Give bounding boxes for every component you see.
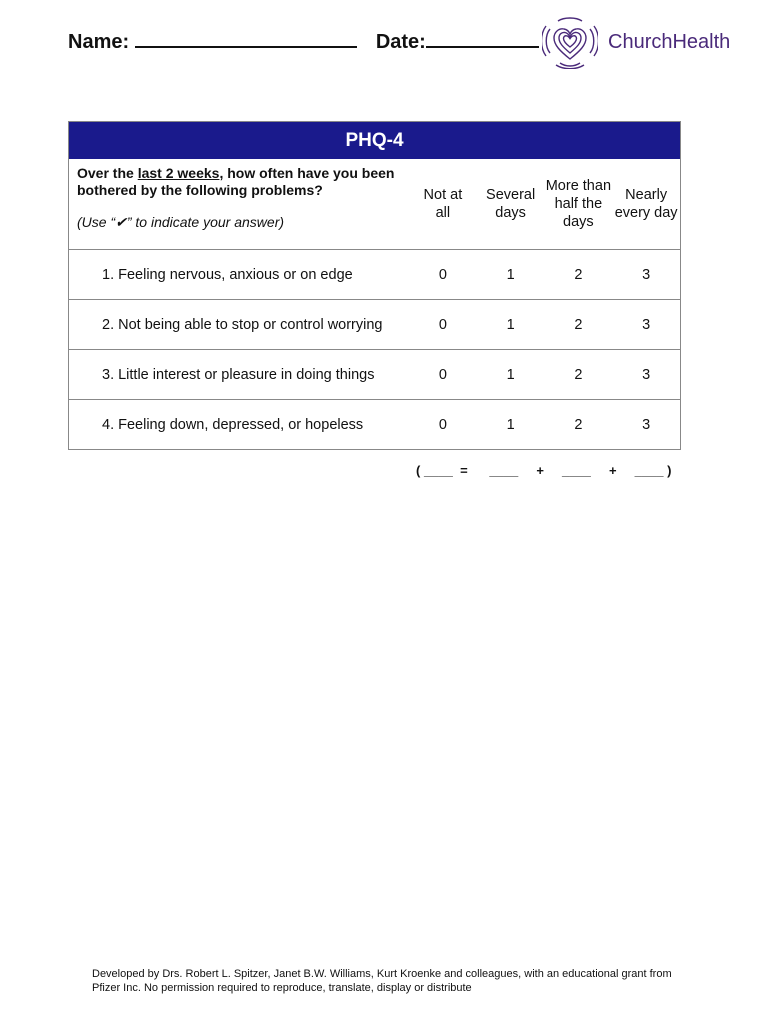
score-option[interactable]: 0 [438, 316, 447, 333]
score-option[interactable]: 3 [642, 416, 651, 433]
footer-credit: Developed by Drs. Robert L. Spitzer, Janet B.W. Williams, Kurt Kroenke and colleagues, with an educational grant from Pfizer Inc. No permission required to reproduce, translate, display or distribute [92, 968, 672, 994]
score-option[interactable]: 3 [642, 366, 651, 383]
phq4-table [68, 121, 681, 450]
score-option[interactable]: 3 [642, 316, 651, 333]
church-health-logo [542, 14, 752, 70]
item-label: 2. Not being able to stop or control worrying [102, 316, 383, 333]
date-label: Date: [375, 31, 426, 53]
table-row [69, 350, 680, 400]
score-option[interactable]: 2 [574, 416, 583, 433]
table-header [69, 159, 680, 250]
column-header-nearly-every-day: Nearly every day [614, 187, 678, 221]
score-sum-line[interactable]: ( ____ = ____ + ____ + ____ ) [416, 463, 672, 478]
date-field[interactable] [426, 28, 539, 48]
score-option[interactable]: 0 [438, 416, 447, 433]
name-label: Name: [68, 31, 130, 53]
column-header-more-than-half: More than half the days [545, 178, 612, 230]
score-option[interactable]: 2 [574, 316, 583, 333]
item-label: 3. Little interest or pleasure in doing things [102, 366, 375, 383]
item-label: 1. Feeling nervous, anxious or on edge [102, 266, 353, 283]
score-option[interactable]: 0 [438, 366, 447, 383]
score-option[interactable]: 0 [438, 266, 447, 283]
table-row [69, 300, 680, 350]
form-title: PHQ-4 [69, 122, 680, 159]
score-option[interactable]: 2 [574, 266, 583, 283]
instruction-text: (Use “✔” to indicate your answer) [77, 214, 285, 230]
table-row [69, 250, 680, 300]
question-text: Over the last 2 weeks, how often have you been bothered by the following problems? [77, 165, 395, 198]
score-option[interactable]: 1 [506, 416, 515, 433]
logo-text: ChurchHealth [608, 30, 731, 53]
item-label: 4. Feeling down, depressed, or hopeless [102, 416, 364, 433]
table-row [69, 400, 680, 450]
name-field[interactable] [135, 28, 357, 48]
score-option[interactable]: 1 [506, 316, 515, 333]
header-fields [68, 28, 539, 54]
church-health-logo-icon [542, 15, 598, 69]
question-cell [69, 159, 409, 249]
score-option[interactable]: 3 [642, 266, 651, 283]
score-option[interactable]: 2 [574, 366, 583, 383]
score-option[interactable]: 1 [506, 366, 515, 383]
column-header-not-at-all: Not at all [423, 187, 463, 221]
score-option[interactable]: 1 [506, 266, 515, 283]
column-header-several-days: Several days [486, 187, 536, 221]
